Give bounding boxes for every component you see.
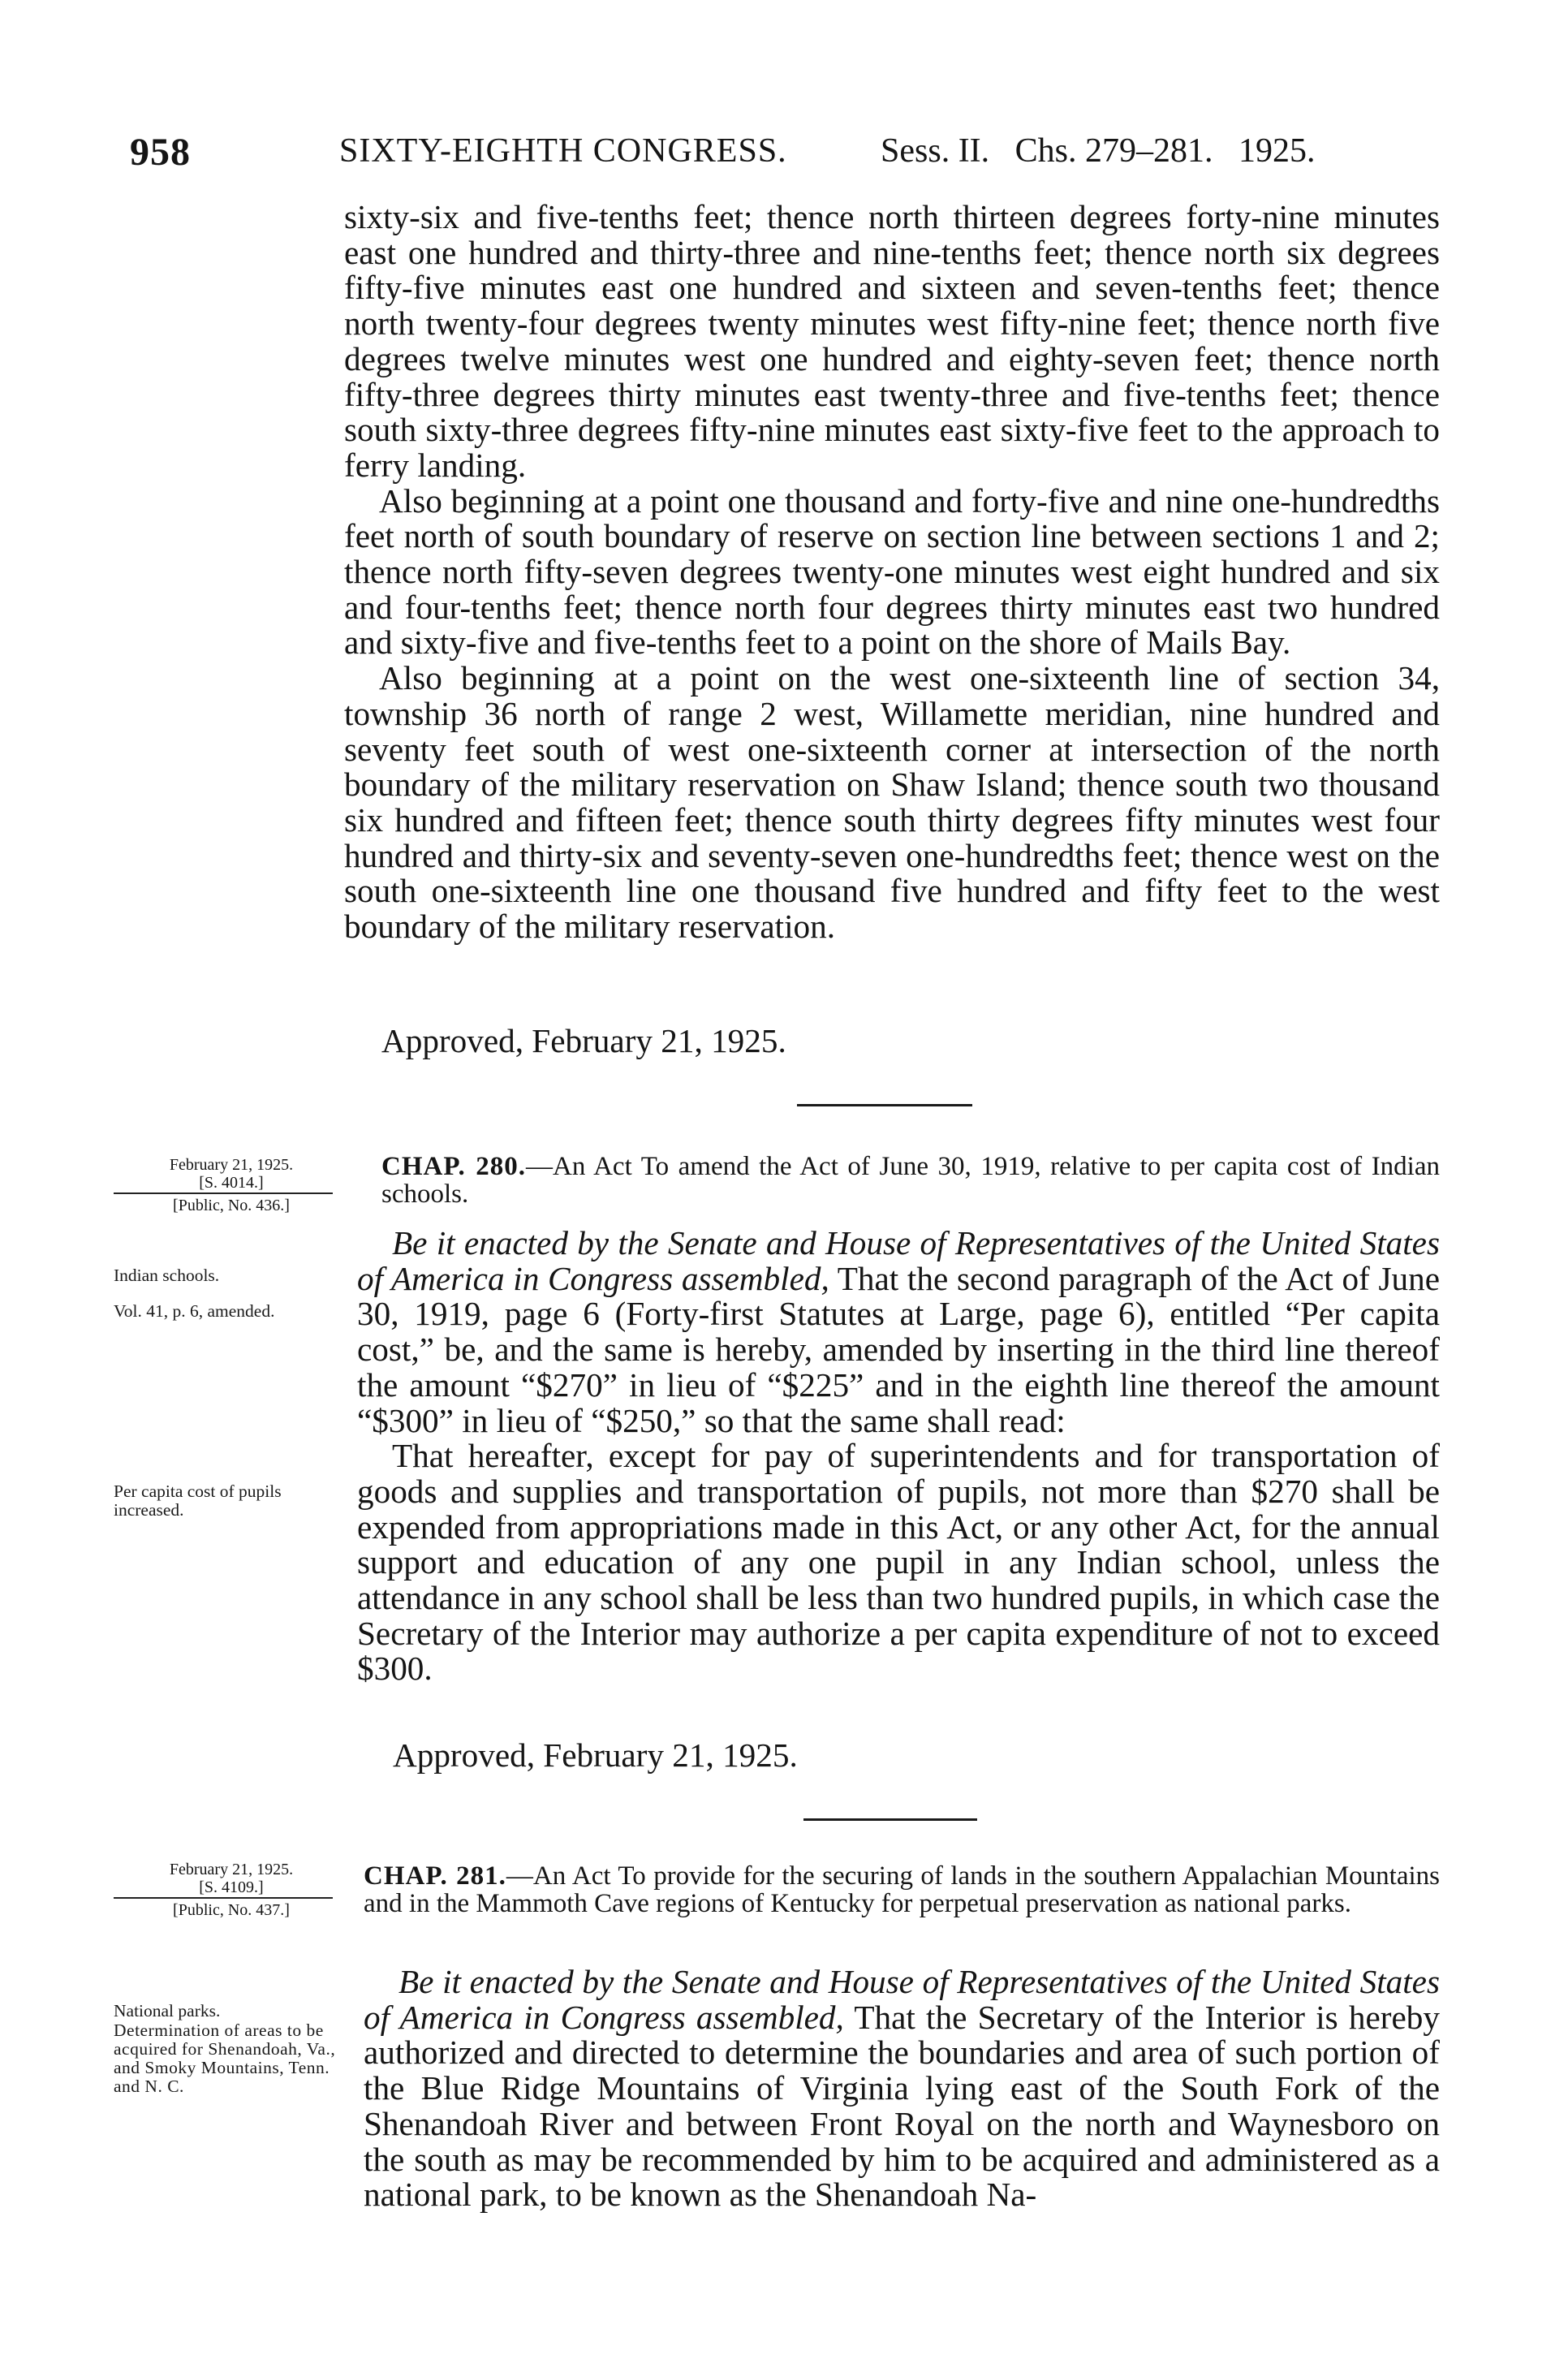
paragraph-text: That the Secretary of the Interior is hereby authorized and directed to determine the boundaries and area of such portion of the Blue Ridge Mountains of Virginia lying east of the South Fork of the Shenandoah River and between Front Royal on the north and Waynesboro on the south as may be recommended by him to be acquired and administered as a national park, to be known as the Shenandoah Na-: [364, 1998, 1440, 2214]
chapter-280-body: [357, 1226, 1440, 1687]
citation-bill: [S. 4014.]: [199, 1174, 264, 1192]
paragraph: Also beginning at a point one thousand and forty-five and nine one-hundredths feet north of south boundary of reserve on section line between sections 1 and 2; thence north fifty-seven degrees twenty-one minutes west eight hundred and six and four-tenths feet; thence north four degrees thirty minutes east two hundred and sixty-five and five-tenths feet to a point on the shore of Mails Bay.: [344, 481, 1440, 662]
page-number: 958: [130, 131, 191, 174]
citation-public-law: [Public, No. 437.]: [173, 1901, 290, 1919]
paragraph: Also beginning at a point on the west one-sixteenth line of section 34, township 36 north of range 2 west, Willamette meridian, nine hundred and seventy feet south of west one-sixteenth corner at intersection of the north boundary of the military reservation on Shaw Island; thence south two thousand six hundred and fifteen feet; thence south thirty degrees fifty minutes west four hundred and thirty-six and seventy-seven one-hundredths feet; thence west on the south one-sixteenth line one thousand five hundred and fifty feet to the west boundary of the military reservation.: [344, 659, 1440, 946]
citation-bill: [S. 4109.]: [199, 1878, 264, 1896]
chapter-title: —An Act To amend the Act of June 30, 1919, relative to per capita cost of Indian schools.: [381, 1152, 1440, 1209]
paragraph: sixty-six and five-tenths feet; thence north thirteen degrees forty-nine minutes east one hundred and thirty-three and nine-tenths feet; thence north six degrees fifty-five minutes east one hundred and sixteen and seven-tenths feet; thence north twenty-four degrees twenty minutes west fifty-nine feet; thence north five degrees twelve minutes west one hundred and eighty-seven feet; thence north fifty-three degrees thirty minutes east twenty-three and five-tenths feet; thence south sixty-three degrees fifty-nine minutes east sixty-five feet to the approach to ferry landing.: [344, 198, 1440, 484]
continued-chapter-text: [344, 200, 1440, 945]
citation-date: February 21, 1925.: [169, 1156, 294, 1174]
margin-note-determination: Determination of areas to be acquired for Shenandoah, Va., and Smoky Mountains, Tenn. and N. C.: [114, 2021, 336, 2096]
chapters-label: Chs. 279–281.: [1014, 132, 1213, 170]
chapter-280-heading: [381, 1153, 1440, 1208]
chapter-label: CHAP. 281.: [364, 1861, 506, 1891]
running-head-session: [881, 132, 1316, 170]
approval-line: Approved, February 21, 1925.: [381, 1022, 786, 1059]
session-label: Sess. II.: [881, 132, 990, 170]
margin-note-indian-schools: Indian schools.: [114, 1266, 220, 1285]
section-divider: [797, 1104, 972, 1106]
margin-note-amendment: Vol. 41, p. 6, amended.: [114, 1301, 275, 1321]
citation-rule: [114, 1192, 333, 1194]
approval-line: Approved, February 21, 1925.: [393, 1736, 798, 1774]
section-divider: [803, 1818, 977, 1821]
paragraph-text: That the second paragraph of the Act of June 30, 1919, page 6 (Forty-first Statutes at Large, page 6), entitled “Per capita cost,” be, and the same is hereby, amended by inserting in the third line thereof the amount “$270” in lieu of “$225” and in the eighth line thereof the amount “$300” in lieu of “$250,” so that the same shall read:: [357, 1259, 1440, 1439]
chapter-280-citation: [114, 1156, 349, 1214]
year-label: 1925.: [1238, 132, 1316, 170]
chapter-281-body: [364, 1964, 1440, 2213]
chapter-281-heading: [364, 1862, 1440, 1917]
running-head-title: SIXTY-EIGHTH CONGRESS.: [339, 132, 787, 170]
paragraph: That hereafter, except for pay of superintendents and for transportation of goods and supplies and transportation of pupils, not more than $270 shall be expended from appropriations made in this Act, or any other Act, for the annual support and education of any one pupil in any Indian school, unless the attendance in any school shall be less than two hundred pupils, in which case the Secretary of the Interior may authorize a per capita expenditure of not to exceed $300.: [357, 1437, 1440, 1688]
margin-note-national-parks: National parks.: [114, 2001, 221, 2021]
enacting-clause: Be it enacted by the Senate and House of Representatives of the United States of America in Congress assembled,: [357, 1224, 1440, 1297]
chapter-281-citation: [114, 1861, 349, 1919]
citation-rule: [114, 1897, 333, 1899]
margin-note-per-capita: Per capita cost of pupils increased.: [114, 1481, 282, 1520]
paragraph: [357, 1226, 1440, 1438]
paragraph: [364, 1964, 1440, 2213]
chapter-label: CHAP. 280.: [381, 1152, 527, 1181]
citation-date: February 21, 1925.: [169, 1861, 294, 1878]
enacting-clause: Be it enacted by the Senate and House of Representatives of the United States of America in Congress assembled,: [364, 1963, 1440, 2036]
citation-public-law: [Public, No. 436.]: [173, 1197, 290, 1214]
chapter-title: —An Act To provide for the securing of lands in the southern Appalachian Mountains and in the Mammoth Cave regions of Kentucky for perpetual preservation as national parks.: [364, 1861, 1440, 1918]
